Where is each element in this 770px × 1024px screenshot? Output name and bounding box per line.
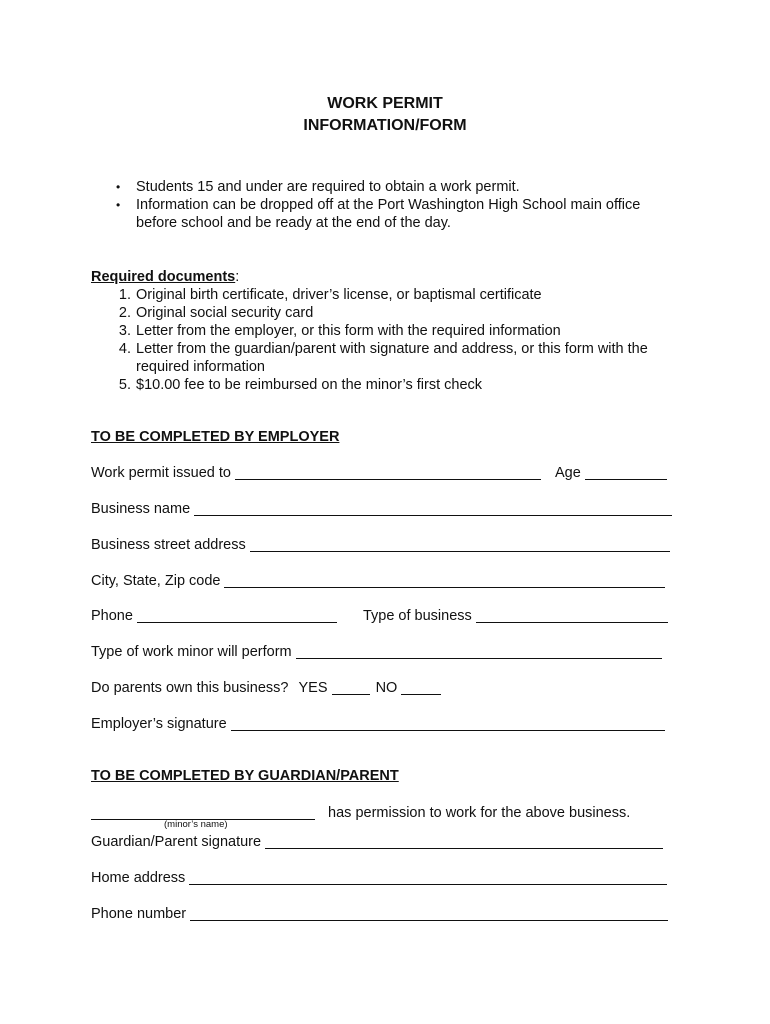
list-item: required information (136, 359, 265, 375)
city-label: City, State, Zip code (91, 573, 221, 589)
bullet-icon: • (116, 180, 121, 194)
list-item: 3. Letter from the employer, or this form with the required information (118, 323, 561, 339)
minor-name-caption: (minor’s name) (164, 819, 228, 830)
list-item: 5. $10.00 fee to be reimbursed on the minor’s first check (118, 377, 483, 393)
parents-own-label: Do parents own this business? (91, 680, 289, 696)
phone-number-label: Phone number (91, 906, 187, 922)
guardian-signature-label: Guardian/Parent signature (91, 834, 262, 850)
required-documents-heading: Required documents: (91, 269, 240, 285)
phone-label: Phone (91, 608, 133, 624)
list-item (136, 214, 640, 232)
bullet-list (116, 178, 641, 232)
yes-label: YES (298, 680, 328, 696)
home-address-row (91, 869, 667, 887)
age-label: Age (554, 465, 581, 481)
guardian-section-heading: TO BE COMPLETED BY GUARDIAN/PARENT (91, 768, 399, 784)
issued-to-field[interactable] (235, 464, 541, 480)
minor-name-field[interactable] (91, 804, 315, 820)
form-title-line1: WORK PERMIT (327, 95, 443, 112)
age-field[interactable] (585, 464, 667, 480)
parents-own-row (91, 679, 441, 697)
type-work-row (91, 643, 662, 661)
bullet-text: Information can be dropped off at the Port Washington High School main office (136, 197, 641, 213)
street-row (91, 536, 670, 554)
employer-section-heading: TO BE COMPLETED BY EMPLOYER (91, 429, 340, 445)
form-title-line2: INFORMATION/FORM (303, 117, 467, 134)
yes-field[interactable] (332, 679, 370, 695)
employer-signature-label: Employer’s signature (91, 716, 227, 732)
issued-to-row (91, 464, 667, 482)
phone-number-row (91, 905, 668, 923)
guardian-signature-field[interactable] (265, 833, 663, 849)
bullet-text: Students 15 and under are required to obtain a work permit. (136, 179, 520, 195)
business-name-row (91, 500, 672, 518)
issued-to-label: Work permit issued to (91, 465, 231, 481)
list-item (116, 178, 640, 196)
bullet-text: before school and be ready at the end of the day. (136, 215, 451, 231)
list-item: 4. Letter from the guardian/parent with signature and address, or this form with the (118, 341, 648, 357)
list-item: 2. Original social security card (118, 305, 314, 321)
phone-number-field[interactable] (190, 905, 668, 921)
guardian-signature-row (91, 833, 663, 851)
phone-row (91, 607, 668, 625)
business-name-field[interactable] (194, 500, 672, 516)
city-row (91, 572, 665, 590)
permission-text: has permission to work for the above business. (328, 805, 631, 821)
business-name-label: Business name (91, 501, 191, 517)
employer-signature-row (91, 715, 665, 733)
list-item: 1. Original birth certificate, driver’s license, or baptismal certificate (118, 287, 542, 303)
city-field[interactable] (224, 572, 665, 588)
type-work-label: Type of work minor will perform (91, 644, 292, 660)
home-address-field[interactable] (189, 869, 667, 885)
employer-signature-field[interactable] (231, 715, 665, 731)
list-item (116, 196, 641, 214)
no-label: NO (375, 680, 398, 696)
street-label: Business street address (91, 537, 246, 553)
bullet-icon: • (116, 198, 121, 212)
street-field[interactable] (250, 536, 670, 552)
home-address-label: Home address (91, 870, 186, 886)
type-business-label: Type of business (362, 608, 472, 624)
required-documents-list (118, 286, 648, 394)
type-work-field[interactable] (296, 643, 662, 659)
phone-field[interactable] (137, 607, 337, 623)
type-business-field[interactable] (476, 607, 668, 623)
no-field[interactable] (401, 679, 441, 695)
